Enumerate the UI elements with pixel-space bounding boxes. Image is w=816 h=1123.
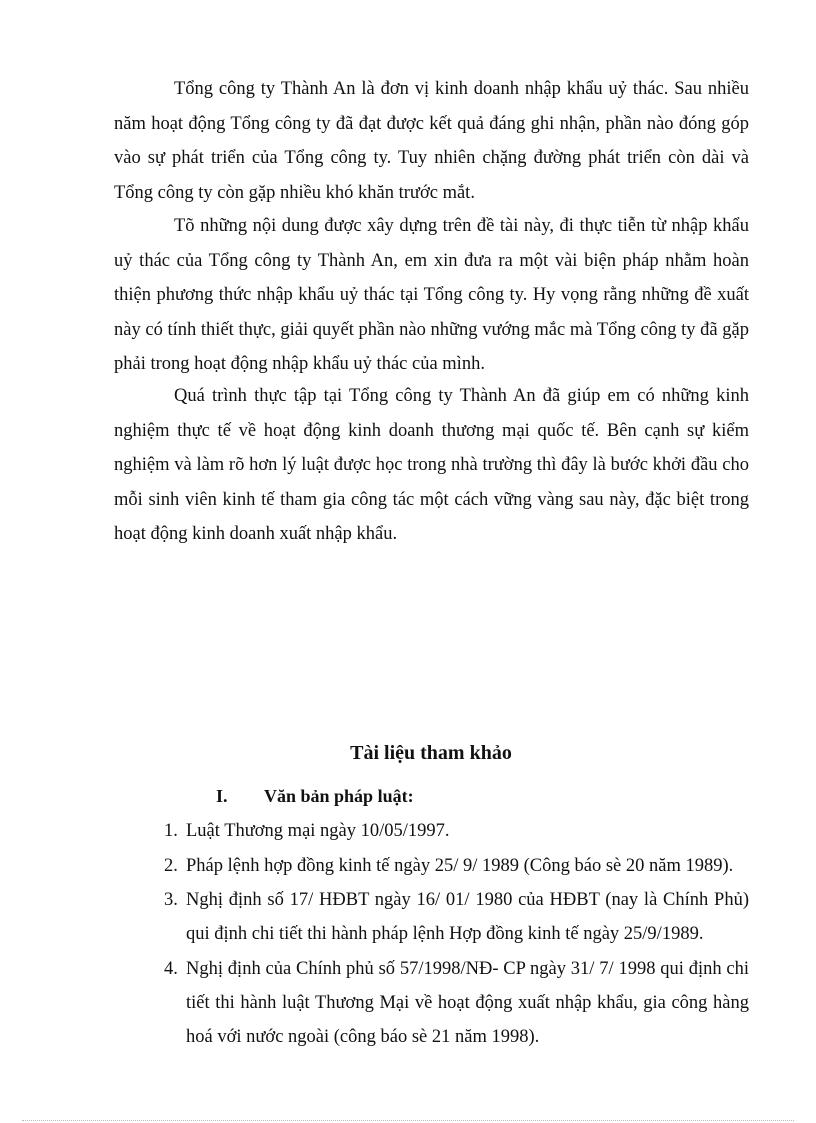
paragraph-2 [114, 209, 749, 382]
reference-number: 3. [164, 890, 178, 910]
paragraph-3 [114, 379, 749, 552]
reference-item [164, 952, 749, 1054]
section-number: I. [216, 786, 228, 806]
reference-number: 4. [164, 959, 178, 979]
reference-text: Nghị định của Chính phủ số 57/1998/NĐ- CP ngày 31/ 7/ 1998 qui định chi tiết thi hành luật Thương Mại về hoạt động xuất nhập khẩu, gia công hàng hoá với nước ngoài (công báo sè 21 năm 1998). [186, 959, 749, 1047]
page-bottom-divider [22, 1120, 794, 1121]
references-title: Tài liệu tham khảo [350, 742, 512, 764]
reference-text: Nghị định số 17/ HĐBT ngày 16/ 01/ 1980 của HĐBT (nay là Chính Phủ) qui định chi tiết thi hành pháp lệnh Hợp đồng kinh tế ngày 25/9/1989. [186, 890, 749, 944]
paragraph-1-text: Tổng công ty Thành An là đơn vị kinh doanh nhập khẩu uỷ thác. Sau nhiều năm hoạt động Tổng công ty đã đạt được kết quả đáng ghi nhận, phần nào đóng góp vào sự phát triển của Tổng công ty. Tuy nhiên chặng đường phát triển còn dài và Tổng công ty còn gặp nhiều khó khăn trước mắt. [114, 79, 749, 203]
reference-number: 1. [164, 821, 178, 841]
reference-item [164, 849, 749, 883]
reference-item [164, 814, 749, 848]
paragraph-2-text: Tõ những nội dung được xây dựng trên đề tài này, đi thực tiễn từ nhập khẩu uỷ thác của Tổng công ty Thành An, em xin đưa ra một vài biện pháp nhằm hoàn thiện phương thức nhập khẩu uỷ thác tại Tổng công ty. Hy vọng rằng những đề xuất này có tính thiết thực, giải quyết phần nào những vướng mắc mà Tổng công ty đã gặp phải trong hoạt động nhập khẩu uỷ thác của mình. [114, 216, 749, 374]
reference-item [164, 883, 749, 951]
reference-text: Luật Thương mại ngày 10/05/1997. [186, 821, 450, 841]
reference-text: Pháp lệnh hợp đồng kinh tế ngày 25/ 9/ 1989 (Công báo sè 20 năm 1989). [186, 856, 734, 876]
paragraph-1 [114, 72, 749, 210]
reference-number: 2. [164, 856, 178, 876]
section-title: Văn bản pháp luật: [264, 786, 414, 806]
paragraph-3-text: Quá trình thực tập tại Tổng công ty Thành An đã giúp em có những kinh nghiệm thực tế về hoạt động kinh doanh thương mại quốc tế. Bên cạnh sự kiểm nghiệm và làm rõ hơn lý luật được học trong nhà trường thì đây là bước khởi đầu cho mỗi sinh viên kinh tế tham gia công tác một cách vững vàng sau này, đặc biệt trong hoạt động kinh doanh xuất nhập khẩu. [114, 386, 749, 544]
references-section-heading [216, 786, 414, 807]
